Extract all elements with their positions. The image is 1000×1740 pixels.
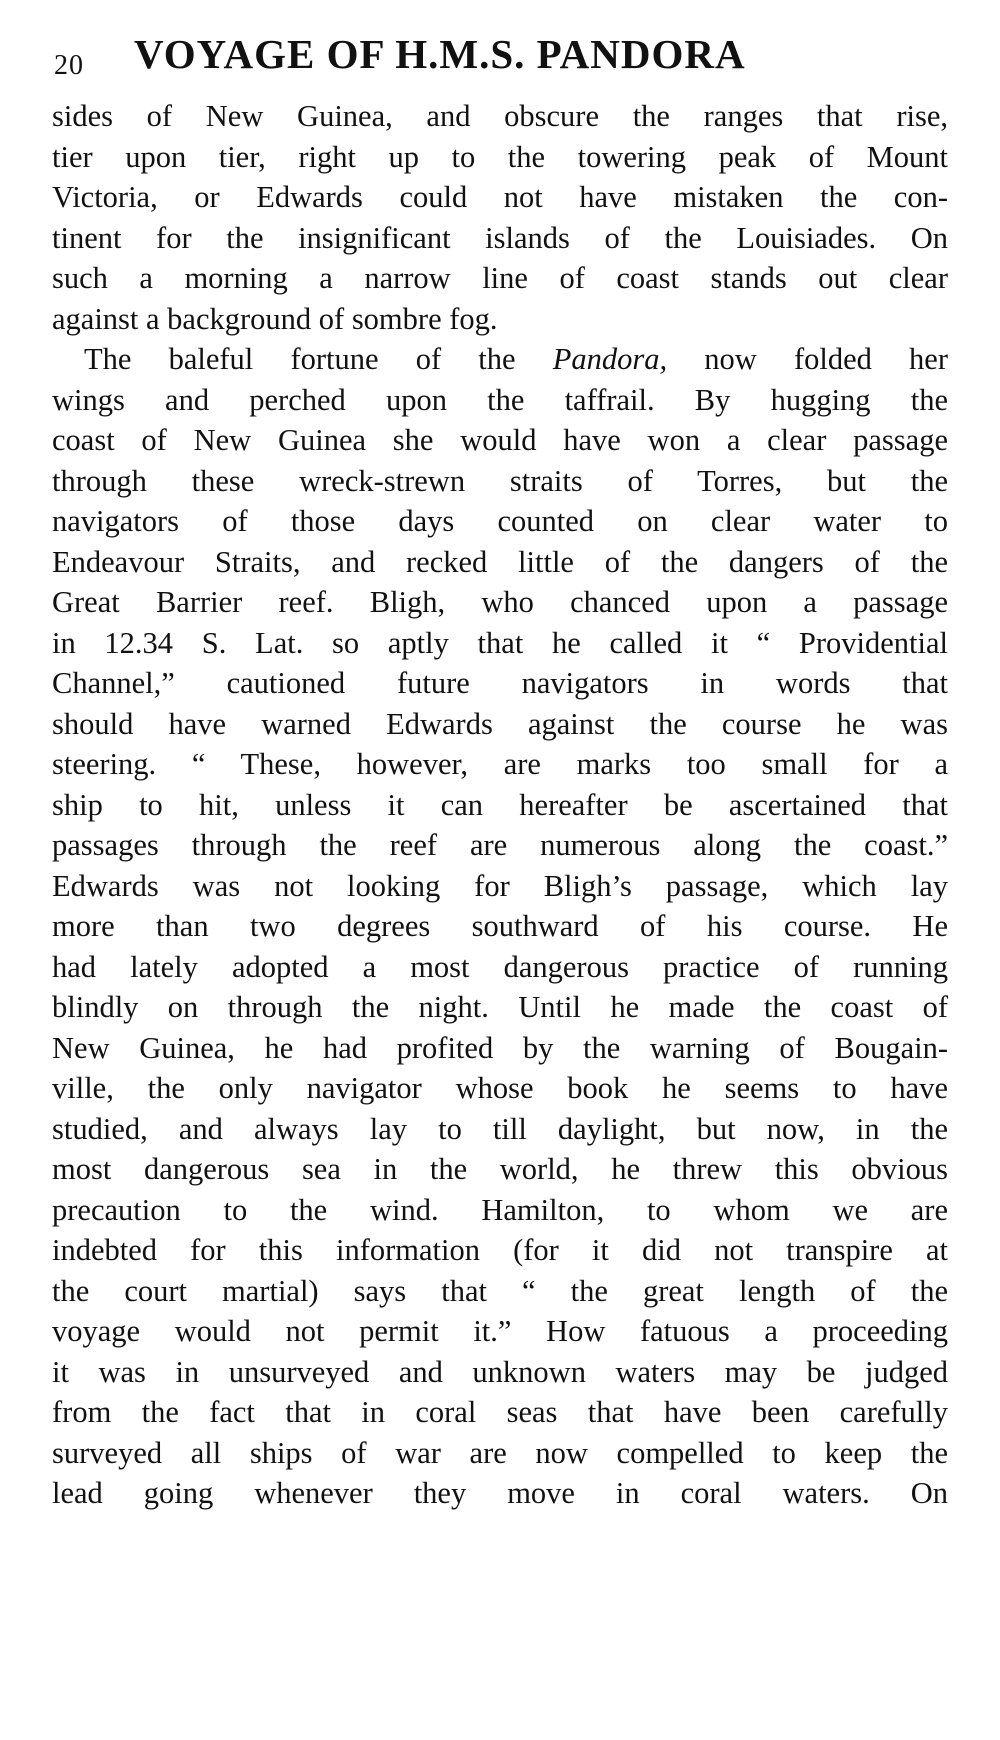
text-line: in 12.34 S. Lat. so aptly that he called it “ Providential <box>52 625 948 660</box>
text-line: wings and perched upon the taffrail. By hugging the <box>52 382 948 417</box>
text-line: Great Barrier reef. Bligh, who chanced upon a passage <box>52 585 948 619</box>
text-line: through these wreck-strewn straits of Torres, but the <box>52 463 948 498</box>
page-header <box>54 30 954 90</box>
text-line: New Guinea, he had profited by the warning of Bougain- <box>52 1030 948 1065</box>
paragraph-1 <box>52 96 948 339</box>
text-run: The baleful fortune of the <box>84 342 553 376</box>
text-line: against a background of sombre fog. <box>52 301 498 336</box>
text-line: tinent for the insignificant islands of the Louisiades. On <box>52 220 948 255</box>
text-line: indebted for this information (for it did not transpire at <box>52 1233 948 1267</box>
text-line: voyage would not permit it.” How fatuous a proceeding <box>52 1314 948 1348</box>
text-line: ville, the only navigator whose book he seems to have <box>52 1071 948 1105</box>
text-line: it was in unsurveyed and unknown waters may be judged <box>52 1354 948 1389</box>
text-line: tier upon tier, right up to the towering peak of Mount <box>52 139 948 174</box>
text-line: blindly on through the night. Until he made the coast of <box>52 990 948 1024</box>
paragraph-2 <box>52 339 948 1514</box>
text-line: navigators of those days counted on clear water to <box>52 504 948 538</box>
text-line: from the fact that in coral seas that have been carefully <box>52 1395 948 1429</box>
text-line: passages through the reef are numerous along the coast.” <box>52 828 948 862</box>
running-title: VOYAGE OF H.M.S. PANDORA <box>134 31 746 77</box>
text-line: coast of New Guinea she would have won a clear passage <box>52 423 948 457</box>
text-line: most dangerous sea in the world, he threw this obvious <box>52 1152 948 1186</box>
text-line: had lately adopted a most dangerous practice of running <box>52 949 948 984</box>
ship-name-italic: Pandora, <box>552 342 668 376</box>
page-number: 20 <box>54 50 84 81</box>
text-line: sides of New Guinea, and obscure the ranges that rise, <box>52 99 948 133</box>
text-line: lead going whenever they move in coral waters. On <box>52 1476 948 1510</box>
body-text <box>52 96 948 1514</box>
text-line: precaution to the wind. Hamilton, to whom we are <box>52 1192 948 1227</box>
text-line: surveyed all ships of war are now compelled to keep the <box>52 1435 948 1470</box>
text-line: Channel,” cautioned future navigators in words that <box>52 666 948 700</box>
text-line: studied, and always lay to till daylight, but now, in the <box>52 1111 948 1146</box>
text-line: Victoria, or Edwards could not have mistaken the con- <box>52 180 948 214</box>
text-line: such a morning a narrow line of coast stands out clear <box>52 261 948 295</box>
text-line: more than two degrees southward of his course. He <box>52 909 948 943</box>
text-run: now folded her <box>667 342 949 376</box>
text-line: Endeavour Straits, and recked little of the dangers of the <box>52 544 948 579</box>
text-line: the court martial) says that “ the great length of the <box>52 1273 948 1308</box>
text-line-first <box>52 339 948 380</box>
text-line: Edwards was not looking for Bligh’s passage, which lay <box>52 868 948 903</box>
text-line: steering. “ These, however, are marks too small for a <box>52 747 948 781</box>
text-line: ship to hit, unless it can hereafter be ascertained that <box>52 787 948 822</box>
text-line: should have warned Edwards against the course he was <box>52 706 948 741</box>
